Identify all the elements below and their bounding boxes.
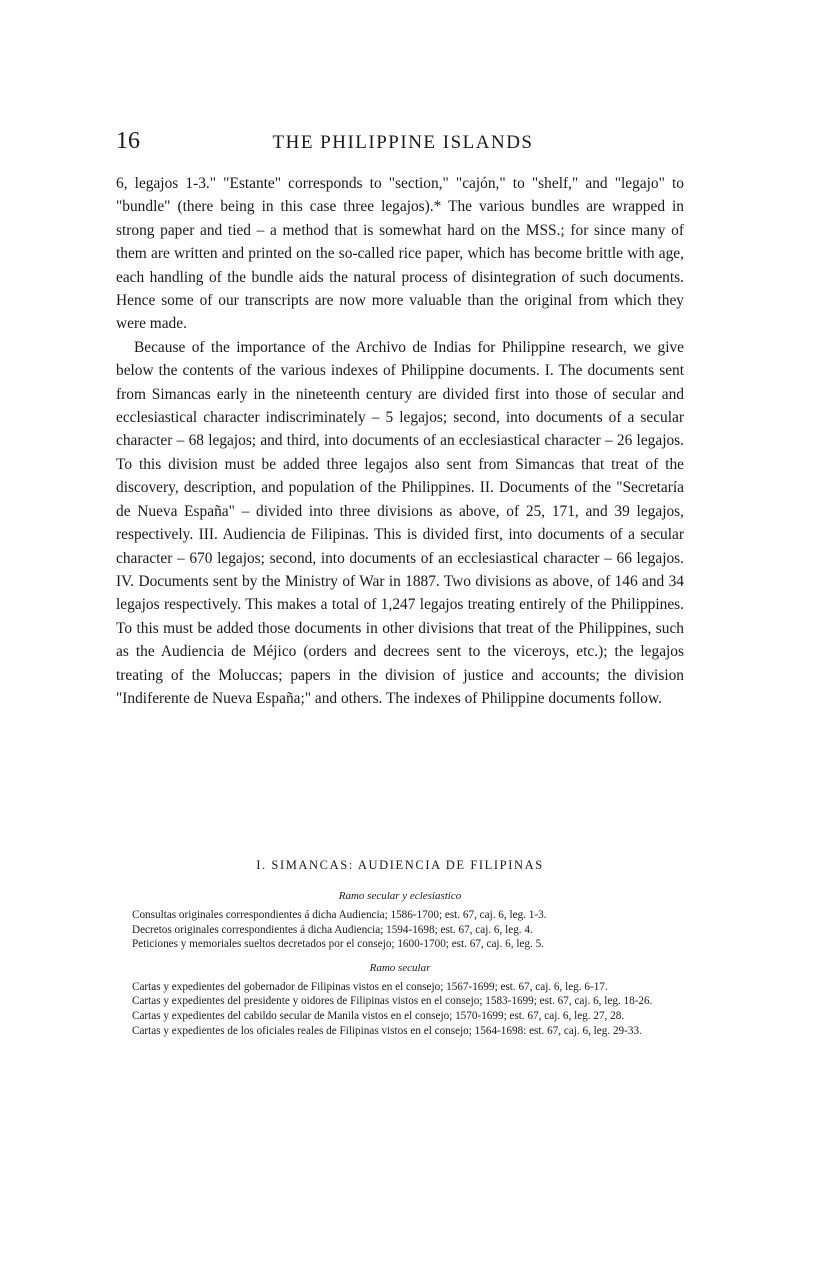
index-entry: Consultas originales correspondientes á dicha Audiencia; 1586-1700; est. 67, caj. 6, leg. 1-3. [132,909,547,921]
index-entry: Cartas y expedientes del cabildo secular de Manila vistos en el consejo; 1570-1699; est. 67, caj. 6, leg. 27, 28. [132,1009,625,1022]
index-entry: Cartas y expedientes del presidente y oidores de Filipinas vistos en el consejo; 1583-1699; est. 67, caj. 6, leg. 18-26. [132,995,653,1008]
index-entry: Cartas y expedientes del gobernador de Filipinas vistos en el consejo; 1567-1699; est. 67, caj. 6, leg. 6-17. [132,980,608,993]
index-entry: Decretos originales correspondientes á dicha Audiencia; 1594-1698; est. 67, caj. 6, leg. 4. [132,923,533,936]
paragraph: Because of the importance of the Archivo de Indias for Philippine research, we give below the contents of the various indexes of Philippine documents. I. The documents sent from Simancas early in the nineteenth century are divided first into those of secular and ecclesiastical character indiscriminately – 5 legajos; second, into documents of a secular character – 68 legajos; and third, into documents of an ecclesiastical character – 26 legajos. To this division must be added three legajos also sent from Simancas that treat of the discovery, description, and population of the Philippines. II. Documents of the "Secretaría de Nueva España" – divided into three divisions as above, of 25, 171, and 39 legajos, respectively. III. Audiencia de Filipinas. This is divided first, into documents of a secular character – 670 legajos; second, into documents of an ecclesiastical character – 66 legajos. IV. Documents sent by the Ministry of War in 1887. Two divisions as above, of 146 and 34 legajos respectively. This makes a total of 1,247 legajos treating entirely of the Philippines. To this must be added those documents in other divisions that treat of the Philippines, such as the Audiencia de Méjico (orders and decrees sent to the viceroys, etc.); the legajos treating of the Moluccas; papers in the division of justice and accounts; the division "Indiferente de Nueva España;" and others. The indexes of Philippine documents follow. [116,338,684,707]
index-group [116,980,684,1038]
body-text [116,172,684,710]
index-subheading: Ramo secular [369,961,431,974]
document-index [116,890,684,1048]
page-header [116,128,690,156]
index-group [116,908,684,952]
paragraph: 6, legajos 1-3." "Estante" corresponds to "section," "cajón," to "shelf," and "legajo" to "bundle" (there being in this case three legajos).* The various bundles are wrapped in strong paper and tied – a method that is somewhat hard on the MSS.; for since many of them are written and printed on the so-called rice paper, which has become brittle with age, each handling of the bundle aids the natural process of disintegration of such documents. Hence some of our transcripts are now more valuable than the original from which they were made. [116,175,684,333]
section-heading: I. SIMANCAS: AUDIENCIA DE FILIPINAS [256,858,544,872]
index-entry: Cartas y expedientes de los oficiales reales de Filipinas vistos en el consejo; 1564-1698: est. 67, caj. 6, leg. 29-33. [132,1024,642,1037]
index-subheading: Ramo secular y eclesiastico [338,890,462,902]
running-title: THE PHILIPPINE ISLANDS [272,132,534,153]
page-number: 16 [116,128,140,154]
index-entry: Peticiones y memoriales sueltos decretados por el consejo; 1600-1700; est. 67, caj. 6, leg. 5. [132,938,544,951]
